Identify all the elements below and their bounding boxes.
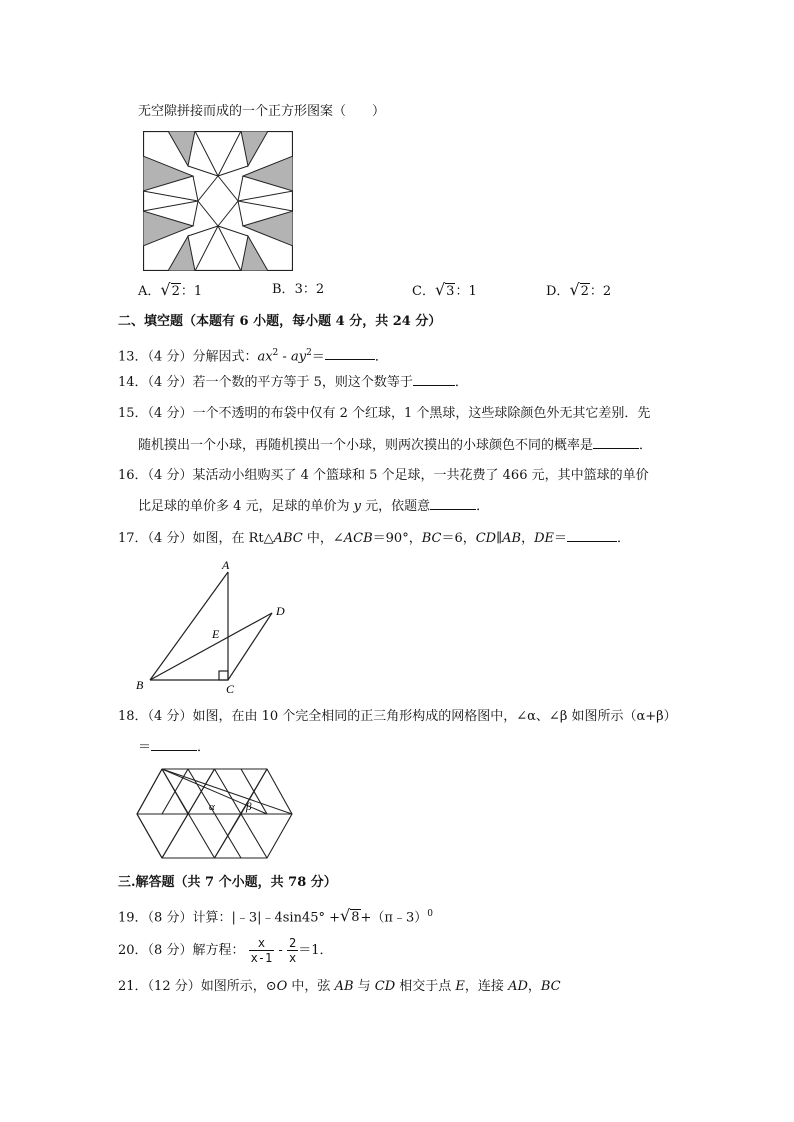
- answer-blank[interactable]: [593, 448, 639, 449]
- beta-label: β: [246, 801, 252, 813]
- answer-blank[interactable]: [430, 509, 476, 510]
- q17: 17．（4 分）如图，在 Rt△ABC 中，∠ACB＝90°，BC＝6，CD∥AB，DE＝ ．: [118, 531, 631, 546]
- option-a: A．√2：1: [138, 280, 203, 299]
- q17-triangle-figure: [132, 556, 302, 696]
- fraction-2: $\frac{2}{x}$: [288, 936, 297, 965]
- q18-line2: ＝ ．: [138, 740, 211, 755]
- label-d: D: [276, 604, 285, 618]
- q15-line1: 15．（4 分）一个不透明的布袋中仅有 2 个红球，1 个黑球，这些球除颜色外无其它差别．先: [118, 406, 651, 421]
- section2-title: 二、填空题（本题有 6 小题，每小题 4 分，共 24 分）: [118, 314, 442, 329]
- q12-square-figure: [143, 131, 293, 271]
- option-c: C．√3：1: [412, 280, 477, 299]
- q16-line1: 16．（4 分）某活动小组购买了 4 个篮球和 5 个足球，一共花费了 466 元，其中篮球的单价: [118, 468, 649, 483]
- alpha-label: α: [209, 801, 215, 813]
- q18-hexagon-grid-figure: [135, 764, 295, 860]
- q13: 13．（4 分）分解因式：$ax^2 - ay^2=$ ．: [118, 348, 388, 365]
- q19: 19．（8 分）计算：|﹣3|﹣4sin45° +√8+（π﹣3）$^0$: [118, 906, 433, 926]
- answer-blank[interactable]: [325, 359, 375, 360]
- q15-line2: 随机摸出一个小球，再随机摸出一个小球，则两次摸出的小球颜色不同的概率是 ．: [138, 438, 653, 453]
- section3-title: 三.解答题（共 7 个小题，共 78 分）: [118, 875, 337, 890]
- option-d: D．√2：2: [546, 280, 612, 299]
- answer-blank[interactable]: [413, 385, 455, 386]
- q21: 21．（12 分）如图所示，⊙O 中，弦 AB 与 CD 相交于点 E，连接 AD，BC: [118, 979, 561, 994]
- q18-line1: 18．（4 分）如图，在由 10 个完全相同的正三角形构成的网格图中，∠α、∠β 如图所示（α+β）: [118, 709, 677, 724]
- label-c: C: [226, 682, 235, 696]
- fraction-1: $\frac{x}{x-1}$: [250, 936, 273, 965]
- label-b: B: [136, 678, 144, 692]
- q20: 20．（8 分）解方程： $\frac{x}{x-1}$ - $\frac{2}{x}$ ＝1．: [118, 936, 333, 965]
- q12-stem: 无空隙拼接而成的一个正方形图案（ ）: [138, 104, 386, 119]
- label-a: A: [222, 558, 230, 572]
- q14: 14．（4 分）若一个数的平方等于 5，则这个数等于 ．: [118, 375, 468, 390]
- q16-line2: 比足球的单价多 4 元，足球的单价为 y 元，依题意 ．: [138, 499, 490, 514]
- answer-blank[interactable]: [151, 750, 197, 751]
- answer-blank[interactable]: [567, 541, 617, 542]
- label-e: E: [212, 627, 220, 641]
- option-b: B．3：2: [272, 282, 325, 297]
